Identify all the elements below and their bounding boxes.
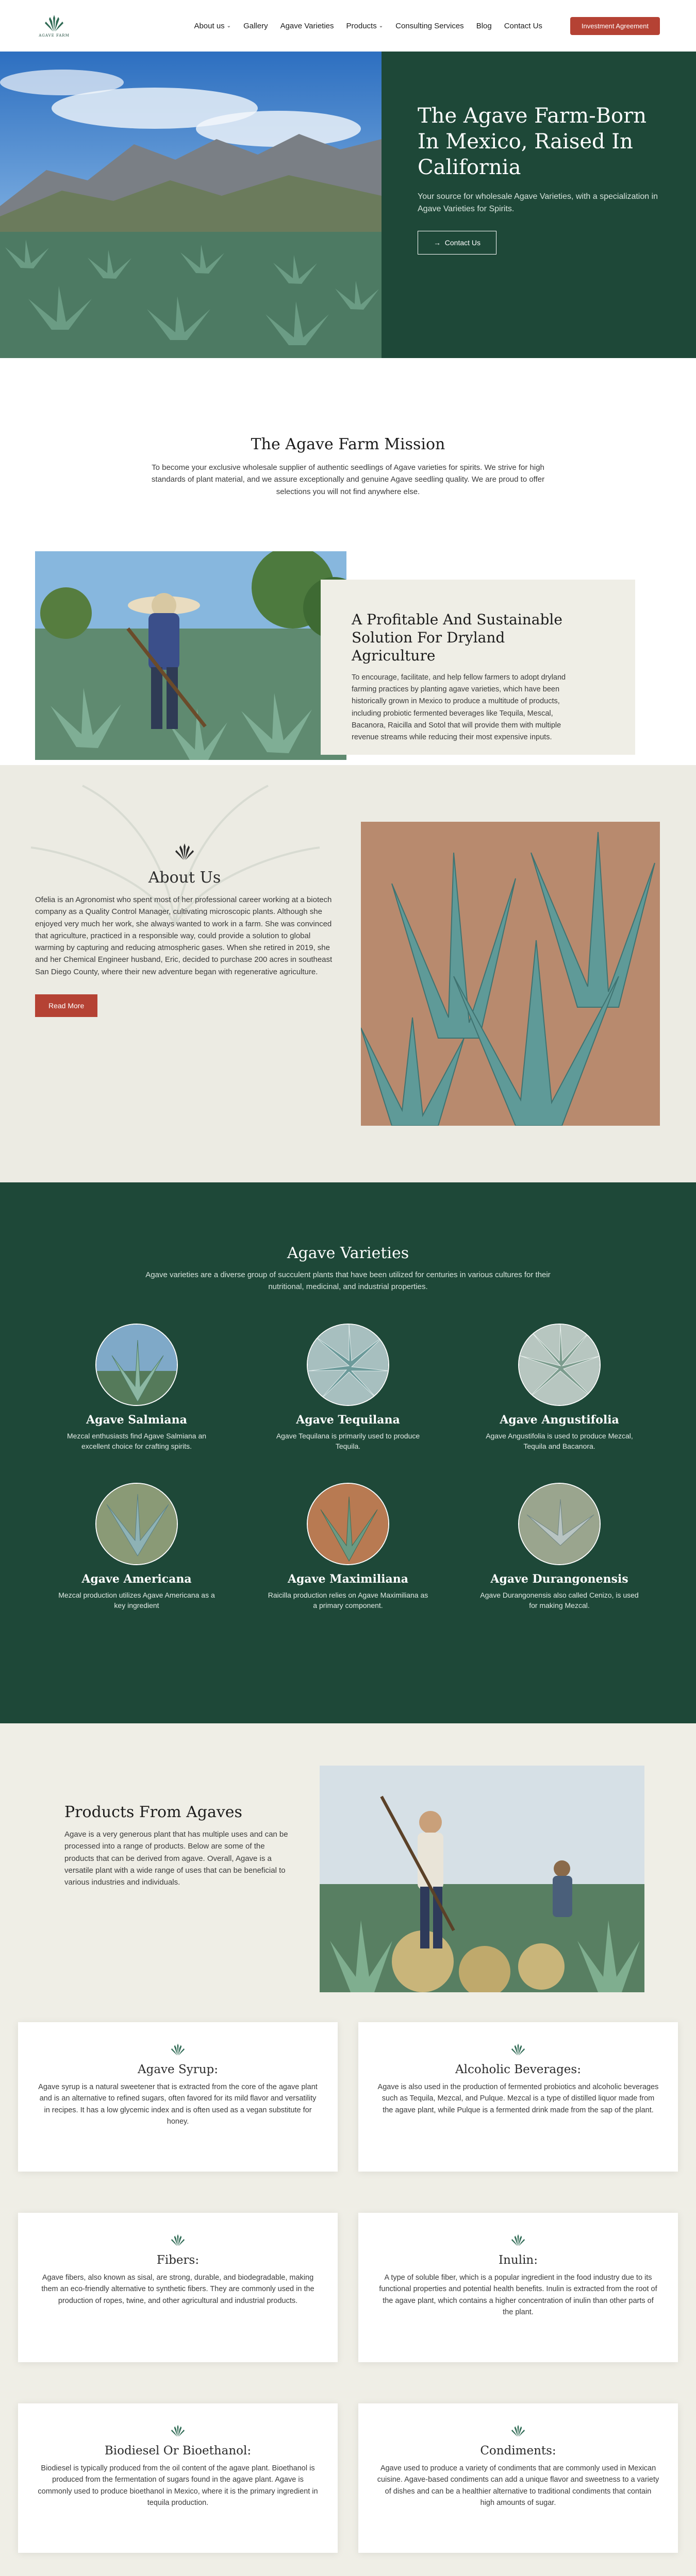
variety-name: Agave Maximiliana <box>287 1572 409 1586</box>
variety-card[interactable] <box>242 1483 454 1611</box>
variety-image <box>518 1483 601 1565</box>
main-menu <box>194 17 660 35</box>
card-text: A type of soluble fiber, which is a popular ingredient in the food industry due to its functional properties and potential health benefits. Inulin is extracted from the root of the agave plant, which contains a higher concentration of inulin than other parts of the plant. <box>379 2274 657 2317</box>
agave-icon <box>377 2233 659 2249</box>
varieties-grid <box>31 1324 665 1611</box>
card-text: Agave syrup is a natural sweetener that is extracted from the core of the agave plant and is an alternative to refined sugars, often favored for its mild flavor and versatility in recipes. It has a low glycemic index and is often used as a vegan substitute for honey. <box>38 2083 318 2126</box>
variety-text: Mezcal production utilizes Agave Americana as a key ingredient <box>58 1590 215 1609</box>
product-card <box>18 2022 338 2172</box>
variety-image <box>307 1483 389 1565</box>
agave-icon <box>377 2424 659 2440</box>
card-text: Agave fibers, also known as sisal, are strong, durable, and biodegradable, making them an eco-friendly alternative to synthetic fibers. They are commonly used in the production of ropes, twine, and other agricultural and industrial products. <box>41 2274 314 2305</box>
variety-image <box>95 1324 178 1406</box>
menu-item-contact[interactable]: Contact Us <box>504 21 542 30</box>
variety-name: Agave Americana <box>81 1572 192 1586</box>
about-section <box>0 765 696 1182</box>
products-text: Agave is a very generous plant that has multiple uses and can be processed into a range of products. Below are some of the products that can be derived from agave. Overall, Agave is a versatile plant with a wide range of uses that can be beneficial to various industries and individuals. <box>64 1830 288 1887</box>
about-text-block <box>35 842 334 1017</box>
hero-subtitle: Your source for wholesale Agave Varieties, with a specialization in Agave Varieties for Spirits. <box>418 192 658 213</box>
hero-section <box>0 52 696 358</box>
mission-section <box>0 358 696 523</box>
hero-contact-button[interactable] <box>418 231 496 255</box>
varieties-subtitle: Agave varieties are a diverse group of succulent plants that have been utilized for centuries in various cultures for their nutritional, medicinal, and industrial properties. <box>145 1270 551 1291</box>
arrow-right-icon: → <box>434 239 441 247</box>
products-title: Products From Agaves <box>64 1803 242 1821</box>
hero-contact-label: Contact Us <box>444 239 481 247</box>
chevron-down-icon: ⌄ <box>226 23 231 29</box>
top-nav <box>0 0 696 52</box>
profitable-text-box <box>321 580 635 755</box>
card-title: Biodiesel Or Bioethanol: <box>104 2444 252 2458</box>
farmer-image <box>35 551 346 760</box>
variety-card[interactable] <box>454 1483 665 1611</box>
agave-icon <box>37 2424 319 2440</box>
variety-text: Agave Angustifolia is used to produce Mezcal, Tequila and Bacanora. <box>486 1432 633 1451</box>
agave-icon <box>37 2043 319 2059</box>
variety-text: Mezcal enthusiasts find Agave Salmiana an excellent choice for crafting spirits. <box>67 1432 207 1451</box>
hero-image <box>0 52 382 358</box>
about-title: About Us <box>148 869 221 887</box>
site-logo[interactable] <box>36 10 72 41</box>
varieties-title: Agave Varieties <box>287 1244 409 1262</box>
variety-text: Raicilla production relies on Agave Maximiliana as a primary component. <box>268 1590 428 1609</box>
card-text: Biodiesel is typically produced from the oil content of the agave plant. Bioethanol is produced from the fermentation of sugars found in the agave plant. Agave is commonly used to produce bioethanol in Mexico, where it is the primary ingredient in tequila production. <box>38 2464 318 2507</box>
products-text-block <box>64 1803 296 1888</box>
agave-icon <box>35 842 334 863</box>
menu-item-gallery[interactable]: Gallery <box>243 21 268 30</box>
card-title: Fibers: <box>156 2253 200 2267</box>
variety-card[interactable] <box>31 1483 242 1611</box>
menu-item-about[interactable]: About us <box>194 21 225 30</box>
menu-item-blog[interactable]: Blog <box>476 21 492 30</box>
variety-card[interactable] <box>31 1324 242 1452</box>
varieties-section <box>0 1182 696 1723</box>
variety-name: Agave Tequilana <box>296 1413 400 1427</box>
hero-text-panel <box>382 52 696 358</box>
mission-title: The Agave Farm Mission <box>251 435 445 453</box>
harvest-image <box>320 1766 644 1992</box>
variety-text: Agave Tequilana is primarily used to produce Tequila. <box>276 1432 420 1451</box>
profitable-section <box>0 523 696 765</box>
products-section <box>0 1723 696 1965</box>
menu-item-consulting[interactable]: Consulting Services <box>395 21 464 30</box>
card-row <box>0 2022 696 2172</box>
hero-title: The Agave Farm-Born In Mexico, Raised In California <box>418 104 647 179</box>
variety-name: Agave Durangonensis <box>490 1572 628 1586</box>
investment-agreement-button[interactable]: Investment Agreement <box>570 17 660 35</box>
mission-text: To become your exclusive wholesale supplier of authentic seedlings of Agave varieties for spirits. We strive for high standards of plant material, and we assure exceptionally and genuine Agave seedling quality. We are proud to offer selections you will not find anywhere else. <box>151 463 545 496</box>
product-cards-section <box>0 1965 696 2576</box>
card-title: Condiments: <box>480 2444 556 2458</box>
agave-logo-icon <box>43 14 65 32</box>
card-title: Alcoholic Beverages: <box>455 2063 581 2076</box>
menu-item-products[interactable]: Products <box>346 21 377 30</box>
product-card <box>18 2213 338 2362</box>
about-text: Ofelia is an Agronomist who spent most of her professional career working at a biotech company as a Quality Control Manager, cultivating microscopic plants. Although she enjoyed very much her work, she always wanted to work in a farm. She was convinced that agriculture, practiced in a responsible way, could provide a solution to global warming by capturing and reducing atmospheric gases. When she retired in 2019, she and her Chemical Engineer husband, Eric, decided to purchase 200 acres in southeast San Diego County, where their new adventure began with regenerative agriculture. <box>35 895 333 976</box>
card-text: Agave is also used in the production of fermented probiotics and alcoholic beverages such as Tequila, Mezcal, and Pulque. Mezcal is a type of distilled liquor made from the agave plant, while Pulque is a fermented drink made from the sap of the plant. <box>377 2083 659 2114</box>
variety-image <box>95 1483 178 1565</box>
card-row <box>0 2403 696 2553</box>
card-text: Agave used to produce a variety of condiments that are commonly used in Mexican cuisine. Agave-based condiments can add a unique flavor and sweetness to a variety of dishes and can be a healthier alternative to traditional condiments that contain high amounts of sugar. <box>377 2464 659 2507</box>
agave-icon <box>37 2233 319 2249</box>
product-card <box>358 2213 678 2362</box>
variety-image <box>307 1324 389 1406</box>
variety-text: Agave Durangonensis also called Cenizo, is used for making Mezcal. <box>480 1590 639 1609</box>
product-card <box>358 2403 678 2553</box>
variety-image <box>518 1324 601 1406</box>
variety-name: Agave Salmiana <box>86 1413 187 1427</box>
variety-name: Agave Angustifolia <box>500 1413 619 1427</box>
agave-icon <box>377 2043 659 2059</box>
variety-card[interactable] <box>242 1324 454 1452</box>
card-row <box>0 2213 696 2362</box>
variety-card[interactable] <box>454 1324 665 1452</box>
product-card <box>18 2403 338 2553</box>
read-more-button[interactable]: Read More <box>35 994 97 1017</box>
profitable-text: To encourage, facilitate, and help fellow farmers to adopt dryland farming practices by planting agave varieties, which have been historically grown in Mexico to produce a multitude of products, including probiotic fermented beverages like Tequila, Mescal, Bacanora, Raicilla and Sotol that will provide them with multiple revenue streams while reducing their most expensive inputs. <box>352 673 566 741</box>
menu-item-varieties[interactable]: Agave Varieties <box>280 21 334 30</box>
profitable-title: A Profitable And Sustainable Solution For Dryland Agriculture <box>352 611 562 664</box>
card-title: Agave Syrup: <box>138 2063 218 2076</box>
agave-field-image <box>361 822 660 1126</box>
card-title: Inulin: <box>499 2253 538 2267</box>
product-card <box>358 2022 678 2172</box>
chevron-down-icon: ⌄ <box>378 23 384 29</box>
logo-text: AGAVE FARM <box>39 33 70 38</box>
